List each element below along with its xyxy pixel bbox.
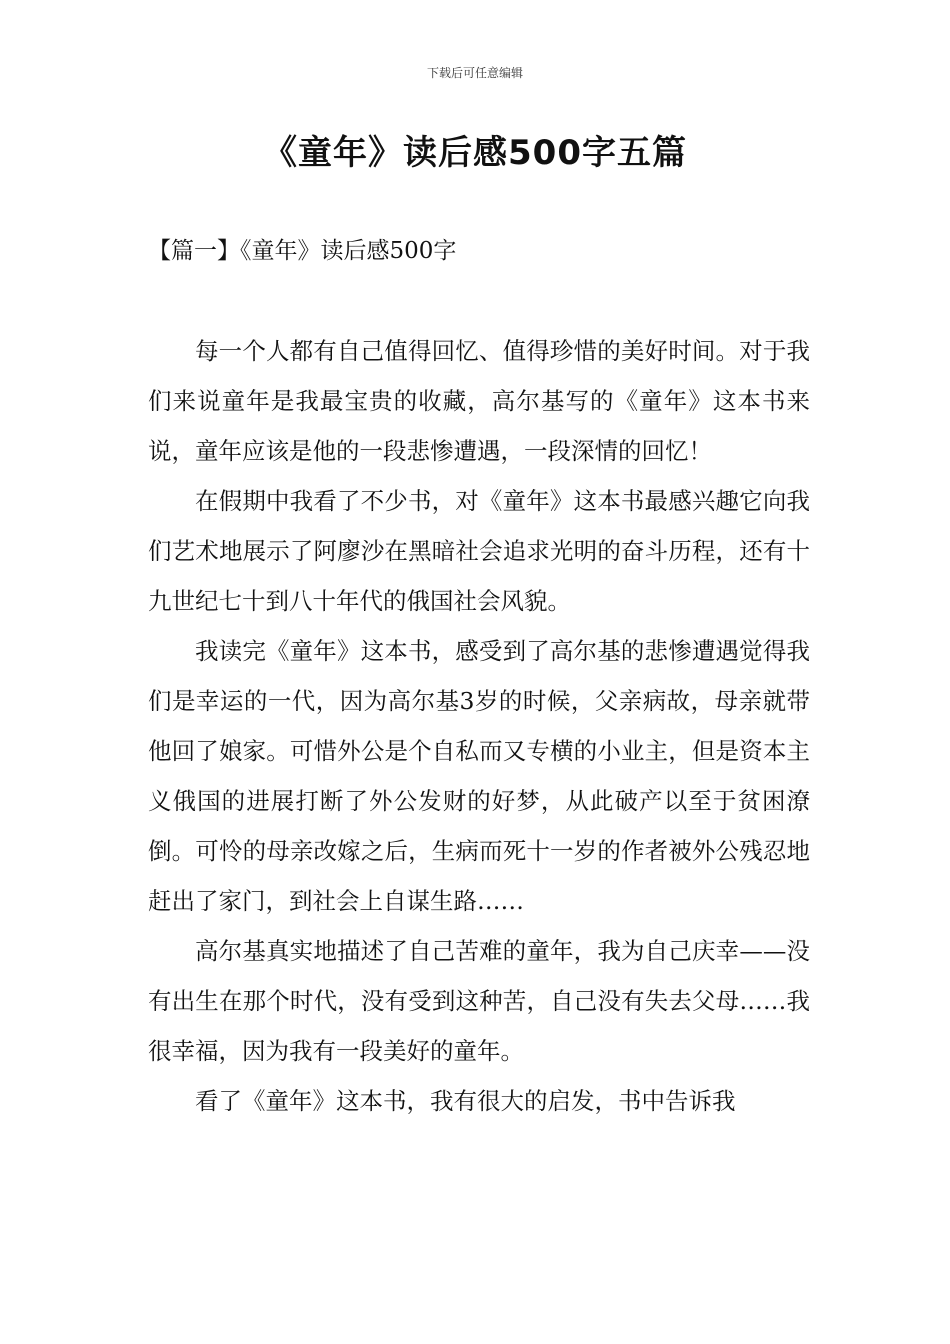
article-body: [148, 326, 810, 1126]
header-note: 下载后可任意编辑: [426, 66, 523, 80]
section-heading: 【篇一】《童年》读后感500字: [148, 238, 457, 264]
paragraph-5: 看了《童年》这本书，我有很大的启发，书中告诉我: [195, 1087, 736, 1115]
page-title: 《童年》读后感500字五篇: [263, 133, 687, 173]
paragraph-2: 在假期中我看了不少书，对《童年》这本书最感兴趣它向我们艺术地展示了阿廖沙在黑暗社会追求光明的奋斗历程，还有十九世纪七十到八十年代的俄国社会风貌。: [148, 487, 810, 615]
paragraph-3: 我读完《童年》这本书，感受到了高尔基的悲惨遭遇觉得我们是幸运的一代，因为高尔基3岁的时候，父亲病故，母亲就带他回了娘家。可惜外公是个自私而又专横的小业主，但是资本主义俄国的进展打断了外公发财的好梦，从此破产以至于贫困潦倒。可怜的母亲改嫁之后，生病而死十一岁的作者被外公残忍地赶出了家门，到社会上自谋生路……: [148, 637, 810, 915]
paragraph-1: 每一个人都有自己值得回忆、值得珍惜的美好时间。对于我们来说童年是我最宝贵的收藏，高尔基写的《童年》这本书来说，童年应该是他的一段悲惨遭遇，一段深情的回忆！: [148, 337, 810, 465]
paragraph-4: 高尔基真实地描述了自己苦难的童年，我为自己庆幸——没有出生在那个时代，没有受到这种苦，自己没有失去父母……我很幸福，因为我有一段美好的童年。: [148, 937, 810, 1065]
